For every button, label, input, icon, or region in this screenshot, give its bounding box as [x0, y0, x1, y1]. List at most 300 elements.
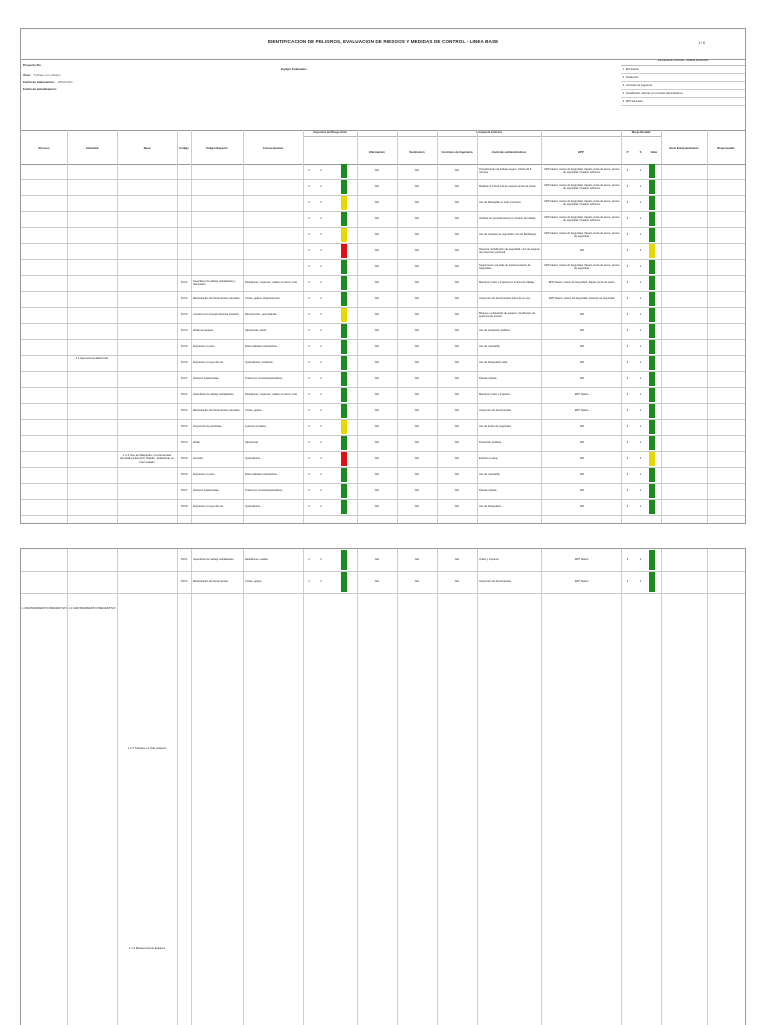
- row-admin: Procedimiento de trabajo seguro. Charla de 5 minutos.: [479, 167, 532, 174]
- legend-item: 5 EPP adecuado: [621, 98, 745, 106]
- row-admin: Uso de lentes de seguridad.: [479, 425, 512, 429]
- row-ingenieria: N/A: [454, 265, 460, 269]
- row-probabilidad: 4: [308, 425, 310, 429]
- residual-risk-indicator: [649, 388, 655, 402]
- row-peligro: Posturas inadecuadas.: [193, 377, 220, 381]
- header-group-residual: Riesgo Residual: [621, 131, 661, 137]
- row-peligro: Manipulación de herramientas manuales.: [193, 409, 241, 413]
- residual-risk-indicator: [649, 420, 655, 434]
- row-consecuencias: [245, 259, 303, 275]
- col-proceso: Proceso: [38, 145, 50, 150]
- residual-risk-indicator: [649, 260, 655, 274]
- risk-level-indicator: [341, 452, 347, 466]
- row-sustitucion: N/A: [414, 329, 420, 333]
- row-residual-s: 2: [639, 457, 642, 461]
- header-group-controls: Jerarquía de Controles: [357, 131, 621, 137]
- residual-risk-indicator: [649, 404, 655, 418]
- row-admin: Inspección de herramientas.: [479, 409, 512, 413]
- row-epp: N/A: [579, 489, 585, 493]
- row-peligro: Exposición a polvo.: [193, 345, 216, 349]
- risk-level-indicator: [341, 420, 347, 434]
- col-sustitucion: Sustitución: [409, 149, 425, 154]
- row-ingenieria: N/A: [454, 297, 460, 301]
- row-residual-s: 1: [639, 265, 642, 269]
- residual-risk-indicator: [649, 292, 655, 306]
- row-epp: EPP básico: Casco de Seguridad, Zapato punta de acero, Lentes de seguridad, Chaleco reflectivo.: [544, 183, 620, 190]
- risk-level-indicator: [341, 308, 347, 322]
- row-residual-p: 2: [626, 217, 629, 221]
- row-consecuencias: Enfermedades respiratorias.: [245, 345, 278, 349]
- row-residual-p: 2: [626, 297, 629, 301]
- row-admin: Uso de bloqueador solar.: [479, 361, 508, 365]
- risk-level-indicator: [341, 572, 347, 592]
- col-responsable: Responsable: [717, 145, 735, 150]
- row-probabilidad: 4: [308, 441, 310, 445]
- row-probabilidad: 4: [308, 489, 310, 493]
- row-eliminacion: N/A: [374, 377, 380, 381]
- document-page-1: [20, 28, 746, 524]
- legend-item: 1 Eliminación: [621, 66, 745, 74]
- row-ingenieria: N/A: [454, 217, 460, 221]
- row-residual-s: 1: [639, 377, 642, 381]
- row-epp: EPP básico: Casco de Seguridad, Zapato punta de acero, Lentes de seguridad, Chaleco reflectivo.: [544, 215, 620, 222]
- row-ingenieria: N/A: [454, 201, 460, 205]
- row-code: T3/C1: [180, 558, 188, 562]
- row-eliminacion: N/A: [374, 249, 380, 253]
- row-residual-s: 1: [639, 473, 642, 477]
- row-severidad: 2: [320, 409, 322, 413]
- row-admin: Inspección de herramientas antes de su uso.: [479, 297, 531, 301]
- residual-risk-indicator: [649, 436, 655, 450]
- row-probabilidad: 4: [308, 201, 310, 205]
- row-residual-s: 1: [639, 558, 642, 562]
- row-residual-p: 2: [626, 329, 629, 333]
- document-title: IDENTIFICACION DE PELIGROS, EVALUACION DE RIESGOS Y MEDIDAS DE CONTROL - LINEA BASE: [267, 39, 499, 44]
- row-residual-s: 1: [639, 233, 642, 237]
- row-code: T2/C2: [180, 409, 188, 413]
- row-ingenieria: N/A: [454, 409, 460, 413]
- risk-level-indicator: [341, 356, 347, 370]
- row-peligro: Superficies de trabajo resbaladizas.: [193, 558, 235, 562]
- row-residual-p: 2: [626, 313, 629, 317]
- row-peligro: [193, 211, 243, 227]
- row-eliminacion: N/A: [374, 201, 380, 205]
- risk-level-indicator: [341, 180, 347, 194]
- row-probabilidad: 4: [308, 457, 310, 461]
- row-probabilidad: 4: [308, 345, 310, 349]
- row-eliminacion: N/A: [374, 393, 380, 397]
- row-severidad: 2: [320, 558, 322, 562]
- row-severidad: 2: [320, 329, 322, 333]
- risk-level-indicator: [341, 388, 347, 402]
- activity-group-label: 1.1 Ejecuciones Eléctricas: [75, 356, 109, 361]
- row-ingenieria: N/A: [454, 185, 460, 189]
- row-peligro: [193, 163, 243, 179]
- row-admin: Respetar señalización de seguridad. Uso de equipos de protección personal.: [479, 247, 540, 254]
- row-probabilidad: 4: [308, 409, 310, 413]
- row-epp: EPP básico.: [574, 558, 590, 562]
- row-eliminacion: N/A: [374, 489, 380, 493]
- task-group-1: 1.1.3 Trabajos en Sub-estación: [127, 746, 167, 751]
- row-peligro: Incendio.: [193, 457, 204, 461]
- row-residual-s: 1: [639, 489, 642, 493]
- row-epp: EPP básico: Casco de Seguridad, Zapato punta de acero, Lentes de seguridad.: [544, 231, 620, 238]
- row-residual-p: 2: [626, 580, 629, 584]
- row-residual-p: 2: [626, 393, 629, 397]
- table-header: [21, 130, 745, 165]
- row-residual-s: 1: [639, 185, 642, 189]
- row-consecuencias: Cortes, golpes.: [245, 580, 263, 584]
- row-sustitucion: N/A: [414, 361, 420, 365]
- col-peligro: Peligro/Aspecto: [206, 145, 228, 150]
- row-probabilidad: 4: [308, 580, 310, 584]
- risk-level-indicator: [341, 372, 347, 386]
- row-severidad: 2: [320, 281, 322, 285]
- row-eliminacion: N/A: [374, 558, 380, 562]
- row-residual-p: 2: [626, 281, 629, 285]
- row-probabilidad: 4: [308, 233, 310, 237]
- row-residual-s: 1: [639, 345, 642, 349]
- table-row: [21, 291, 745, 308]
- row-probabilidad: 4: [308, 313, 310, 317]
- row-residual-s: 1: [639, 217, 642, 221]
- row-code: T3/C2: [180, 580, 188, 584]
- residual-risk-indicator: [649, 180, 655, 194]
- process-label: 1. MANTENIMIENTO PREVENTIVO: [21, 606, 67, 611]
- row-eliminacion: N/A: [374, 345, 380, 349]
- row-admin: Inspección de herramientas.: [479, 580, 512, 584]
- row-probabilidad: 4: [308, 361, 310, 365]
- row-ingenieria: N/A: [454, 249, 460, 253]
- row-ingenieria: N/A: [454, 361, 460, 365]
- row-sustitucion: N/A: [414, 441, 420, 445]
- row-probabilidad: 4: [308, 265, 310, 269]
- col-serie: Serie Enriquecimiento: [669, 145, 699, 150]
- table-row: [21, 355, 745, 372]
- header-group-risk: Exposición del Riesgo Inicial: [303, 131, 357, 137]
- row-residual-s: 1: [639, 201, 642, 205]
- row-peligro: Manipulación de herramientas manuales.: [193, 297, 241, 301]
- row-eliminacion: N/A: [374, 265, 380, 269]
- col-s: S: [639, 149, 642, 154]
- row-consecuencias: Hipoacusia, estrés.: [245, 329, 268, 333]
- row-peligro: Posturas inadecuadas.: [193, 489, 220, 493]
- row-consecuencias: Trastornos musculoesqueléticos.: [245, 377, 283, 381]
- row-consecuencias: [245, 243, 303, 259]
- table-row: [21, 307, 745, 324]
- row-code: T2/C7: [180, 489, 188, 493]
- risk-level-indicator: [341, 550, 347, 570]
- row-ingenieria: N/A: [454, 489, 460, 493]
- col-codigo: Código: [179, 145, 189, 150]
- row-consecuencias: Resbalones, caídas.: [245, 558, 269, 562]
- meta-created: Fecha de elaboración: 28/10/2022: [23, 80, 73, 84]
- row-peligro: Superficies de trabajo resbaladizas y desniveles.: [193, 279, 236, 286]
- row-ingenieria: N/A: [454, 425, 460, 429]
- row-severidad: 3: [320, 233, 322, 237]
- legend-item: 4 Señalización, alarmas y/o controles administrativos: [621, 90, 745, 98]
- table-row: [21, 419, 745, 436]
- row-probabilidad: 4: [308, 281, 310, 285]
- row-peligro: Exposición a rayos del sol.: [193, 505, 224, 509]
- row-residual-s: 1: [639, 409, 642, 413]
- row-code: T1/C7: [180, 377, 188, 381]
- table-row: [21, 549, 745, 572]
- row-code: T2/C5: [180, 457, 188, 461]
- row-eliminacion: N/A: [374, 169, 380, 173]
- row-probabilidad: 4: [308, 558, 310, 562]
- row-eliminacion: N/A: [374, 185, 380, 189]
- row-code: [177, 163, 191, 179]
- row-admin: Pausas activas.: [479, 377, 498, 381]
- row-sustitucion: N/A: [414, 281, 420, 285]
- row-admin: Uso de protección auditiva.: [479, 329, 511, 333]
- row-severidad: 4: [320, 249, 322, 253]
- row-residual-p: 2: [626, 361, 629, 365]
- row-admin: Uso de mascarilla.: [479, 345, 501, 349]
- row-sustitucion: N/A: [414, 425, 420, 429]
- row-sustitucion: N/A: [414, 457, 420, 461]
- row-severidad: 4: [320, 457, 322, 461]
- row-sustitucion: N/A: [414, 313, 420, 317]
- residual-risk-indicator: [649, 372, 655, 386]
- row-peligro: [193, 243, 243, 259]
- legend-item: 3 Controles de Ingeniería: [621, 82, 745, 90]
- row-code: T1/C2: [180, 297, 188, 301]
- row-epp: EPP básico: Casco de Seguridad, Zapato punta de acero, Lentes de seguridad, Chaleco reflectivo.: [544, 199, 620, 206]
- row-consecuencias: Cortes, golpes, atrapamientos.: [245, 297, 281, 301]
- risk-level-indicator: [341, 484, 347, 498]
- row-consecuencias: Quemaduras, insolación.: [245, 361, 274, 365]
- row-eliminacion: N/A: [374, 313, 380, 317]
- row-sustitucion: N/A: [414, 345, 420, 349]
- row-probabilidad: 4: [308, 249, 310, 253]
- risk-level-indicator: [341, 228, 347, 242]
- row-probabilidad: 4: [308, 329, 310, 333]
- row-sustitucion: N/A: [414, 409, 420, 413]
- table-row: [21, 451, 745, 468]
- row-code: T2/C4: [180, 441, 188, 445]
- row-severidad: 2: [320, 393, 322, 397]
- row-eliminacion: N/A: [374, 473, 380, 477]
- legend-item: 2 Sustitución: [621, 74, 745, 82]
- risk-level-indicator: [341, 196, 347, 210]
- row-admin: Uso de Guantes de seguridad. Uso de Barbiquejo.: [479, 233, 537, 237]
- table-row: [21, 227, 745, 244]
- page-number: 1 / 6: [698, 41, 705, 45]
- row-residual-p: 2: [626, 473, 629, 477]
- row-ingenieria: N/A: [454, 505, 460, 509]
- row-residual-p: 2: [626, 249, 629, 253]
- row-consecuencias: Cortes, golpes.: [245, 409, 263, 413]
- row-admin: Pausas activas.: [479, 489, 498, 493]
- row-residual-p: 2: [626, 441, 629, 445]
- row-code: [177, 259, 191, 275]
- row-consecuencias: [245, 227, 303, 243]
- row-ingenieria: N/A: [454, 457, 460, 461]
- row-sustitucion: N/A: [414, 558, 420, 562]
- row-admin: Protección auditiva.: [479, 441, 502, 445]
- row-eliminacion: N/A: [374, 425, 380, 429]
- col-tarea: Tarea: [143, 145, 151, 150]
- table-row: [21, 179, 745, 196]
- row-code: [177, 211, 191, 227]
- row-severidad: 2: [320, 361, 322, 365]
- row-epp: N/A: [579, 313, 585, 317]
- row-residual-p: 2: [626, 505, 629, 509]
- row-ingenieria: N/A: [454, 313, 460, 317]
- row-epp: EPP básico: Casco de Seguridad, Zapato punta de acero, Lentes de seguridad, Chaleco reflectivo.: [544, 167, 620, 174]
- meta-area: Área: Trabajo con utilitario: [23, 73, 61, 77]
- residual-risk-indicator: [649, 340, 655, 354]
- row-ingenieria: N/A: [454, 393, 460, 397]
- row-eliminacion: N/A: [374, 217, 380, 221]
- row-code: [177, 227, 191, 243]
- residual-risk-indicator: [649, 308, 655, 322]
- residual-risk-indicator: [649, 550, 655, 570]
- row-eliminacion: N/A: [374, 281, 380, 285]
- row-residual-p: 2: [626, 409, 629, 413]
- row-code: [177, 179, 191, 195]
- row-epp: N/A: [579, 377, 585, 381]
- row-residual-s: 2: [639, 249, 642, 253]
- evaluator-label: Equipo Evaluador :: [281, 67, 309, 71]
- residual-risk-indicator: [649, 452, 655, 466]
- table-row: [21, 259, 745, 276]
- row-consecuencias: Quemaduras.: [245, 505, 261, 509]
- risk-level-indicator: [341, 276, 347, 290]
- row-residual-p: 2: [626, 457, 629, 461]
- risk-level-indicator: [341, 324, 347, 338]
- row-eliminacion: N/A: [374, 329, 380, 333]
- col-consecuencias: Consecuencias: [262, 145, 284, 150]
- risk-level-indicator: [341, 500, 347, 514]
- meta-project: Proyecto No.: [23, 63, 42, 67]
- row-severidad: 2: [320, 580, 322, 584]
- row-consecuencias: [245, 179, 303, 195]
- row-epp: N/A: [579, 473, 585, 477]
- table-row: [21, 499, 745, 516]
- residual-risk-indicator: [649, 572, 655, 592]
- legend-title: Jerarquía de Controles - Medida Preventiva: [621, 59, 745, 66]
- col-valor: Valor: [650, 149, 658, 154]
- col-admin: Controles administrativos: [491, 149, 527, 154]
- row-ingenieria: N/A: [454, 281, 460, 285]
- risk-level-indicator: [341, 164, 347, 178]
- row-eliminacion: N/A: [374, 580, 380, 584]
- table-row: [21, 323, 745, 340]
- activity-group-label-2: 1.1.2 Uso de Máquinas y herramientas (Amoladora Esmeril, Taladro, Soldadora) en buen estado: [119, 453, 175, 464]
- row-sustitucion: N/A: [414, 473, 420, 477]
- row-ingenieria: N/A: [454, 558, 460, 562]
- row-admin: Verificar los procedimientos en horario de trabajo.: [479, 217, 537, 221]
- row-epp: N/A: [579, 425, 585, 429]
- row-eliminacion: N/A: [374, 297, 380, 301]
- table-row: [21, 435, 745, 452]
- row-admin: Seguimiento a la Hoja de Implementación de Seguridad.: [479, 263, 531, 270]
- row-residual-p: 2: [626, 558, 629, 562]
- row-epp: N/A: [579, 249, 585, 253]
- row-code: [177, 195, 191, 211]
- row-severidad: 2: [320, 217, 322, 221]
- risk-level-indicator: [341, 212, 347, 226]
- row-residual-s: 1: [639, 169, 642, 173]
- row-severidad: 3: [320, 425, 322, 429]
- table-row: [21, 211, 745, 228]
- row-admin: Realizar el Check List de equipos antes de iniciar.: [479, 185, 537, 189]
- row-peligro: Superficies de trabajo resbaladizas.: [193, 393, 235, 397]
- row-severidad: 3: [320, 313, 322, 317]
- col-epp: EPP: [578, 149, 584, 154]
- row-residual-s: 1: [639, 393, 642, 397]
- row-ingenieria: N/A: [454, 233, 460, 237]
- row-probabilidad: 4: [308, 505, 310, 509]
- row-ingenieria: N/A: [454, 473, 460, 477]
- row-epp: EPP básico: Casco de Seguridad, Zapato punta de acero, Lentes de seguridad.: [544, 263, 620, 270]
- row-peligro: [193, 259, 243, 275]
- row-sustitucion: N/A: [414, 489, 420, 493]
- risk-level-indicator: [341, 292, 347, 306]
- row-severidad: 2: [320, 185, 322, 189]
- row-peligro: Exposición a rayos del sol.: [193, 361, 224, 365]
- row-eliminacion: N/A: [374, 441, 380, 445]
- row-admin: Bloqueo y etiquetado de equipos. Verificación de ausencia de tensión.: [479, 311, 536, 318]
- row-ingenieria: N/A: [454, 580, 460, 584]
- row-residual-s: 1: [639, 329, 642, 333]
- residual-risk-indicator: [649, 324, 655, 338]
- row-peligro: Contacto con energía eléctrica (tensión).: [193, 313, 240, 317]
- residual-risk-indicator: [649, 356, 655, 370]
- row-code: T2/C8: [180, 505, 188, 509]
- control-hierarchy-legend: [621, 59, 745, 106]
- row-residual-p: 2: [626, 265, 629, 269]
- row-consecuencias: Resbalones, tropiezos, caídas al mismo nivel.: [245, 281, 298, 285]
- row-residual-s: 1: [639, 580, 642, 584]
- table-row: [21, 243, 745, 260]
- row-severidad: 2: [320, 505, 322, 509]
- row-peligro: Exposición a polvo.: [193, 473, 216, 477]
- task-group-2: 1.1.4 Mantenimiento Equipos: [128, 946, 166, 951]
- col-actividad: Actividad: [85, 145, 99, 150]
- row-epp: N/A: [579, 441, 585, 445]
- col-ingenieria: Controles de Ingeniería: [441, 149, 473, 154]
- row-code: T1/C5: [180, 345, 188, 349]
- residual-risk-indicator: [649, 228, 655, 242]
- col-p: P: [626, 149, 629, 154]
- row-epp: EPP básico.: [574, 580, 590, 584]
- row-epp: EPP básico: Casco de Seguridad, Guantes de seguridad.: [549, 297, 615, 301]
- risk-level-indicator: [341, 260, 347, 274]
- row-severidad: 2: [320, 377, 322, 381]
- row-code: T1/C3: [180, 313, 188, 317]
- row-eliminacion: N/A: [374, 233, 380, 237]
- row-residual-s: 1: [639, 297, 642, 301]
- residual-risk-indicator: [649, 244, 655, 258]
- row-epp: N/A: [579, 457, 585, 461]
- residual-risk-indicator: [649, 196, 655, 210]
- row-residual-p: 2: [626, 233, 629, 237]
- row-admin: Orden y limpieza.: [479, 558, 500, 562]
- risk-level-indicator: [341, 436, 347, 450]
- risk-level-indicator: [341, 404, 347, 418]
- row-severidad: 2: [320, 265, 322, 269]
- row-consecuencias: Quemaduras.: [245, 457, 261, 461]
- activity-label: 1.1 MANTENIMIENTO PREVENTIVO: [68, 606, 116, 611]
- row-residual-p: 2: [626, 169, 629, 173]
- table-row: [21, 163, 745, 180]
- residual-risk-indicator: [649, 212, 655, 226]
- meta-updated: Fecha de actualización:: [23, 87, 57, 91]
